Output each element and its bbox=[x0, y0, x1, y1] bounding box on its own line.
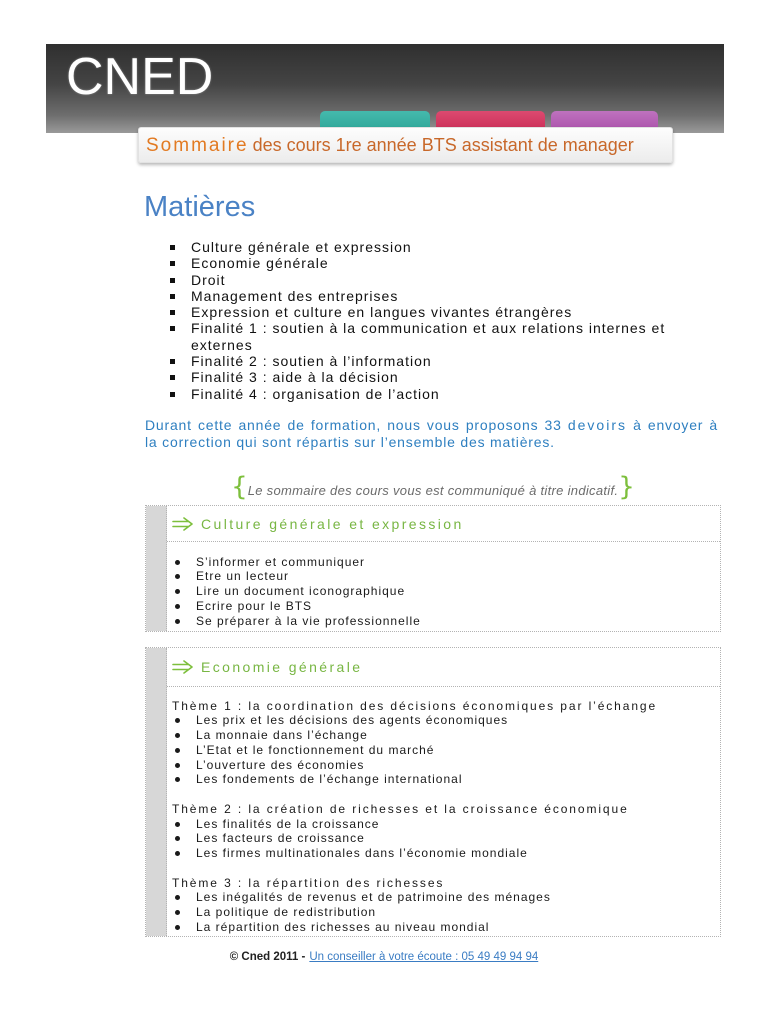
double-arrow-right-icon bbox=[172, 660, 195, 674]
subject-item: Culture générale et expression bbox=[170, 239, 691, 255]
section-header bbox=[167, 648, 720, 687]
subject-item: Finalité 2 : soutien à l’information bbox=[170, 353, 691, 369]
close-brace: } bbox=[618, 472, 635, 502]
document-title-bar bbox=[138, 127, 673, 163]
subject-item: Expression et culture en langues vivantes étrangères bbox=[170, 304, 691, 320]
topic-item: S’informer et communiquer bbox=[172, 555, 720, 570]
topic-item: Etre un lecteur bbox=[172, 569, 720, 584]
section-body bbox=[167, 542, 720, 628]
subject-item: Finalité 3 : aide à la décision bbox=[170, 369, 691, 385]
topic-item: Les facteurs de croissance bbox=[172, 831, 720, 846]
section-body bbox=[167, 687, 720, 935]
subject-item: Finalité 4 : organisation de l’action bbox=[170, 386, 691, 402]
intro-emphasis: devoirs bbox=[567, 417, 627, 433]
intro-text: Durant cette année de formation, nous vous proposons 33 bbox=[145, 417, 568, 433]
intro-line bbox=[145, 417, 718, 434]
section-title: Culture générale et expression bbox=[201, 515, 464, 532]
topic-item: Les fondements de l’échange international bbox=[172, 772, 720, 787]
section-economie-generale bbox=[145, 647, 721, 937]
topic-item: L’ouverture des économies bbox=[172, 758, 720, 773]
indicative-note bbox=[145, 472, 721, 506]
subject-item: Finalité 1 : soutien à la communication et aux relations internes et externes bbox=[170, 320, 691, 353]
intro-paragraph bbox=[145, 417, 718, 451]
intro-text: à envoyer à bbox=[627, 417, 718, 433]
topic-item: Les inégalités de revenus et de patrimoine des ménages bbox=[172, 890, 720, 905]
note-text: Le sommaire des cours vous est communiqué à titre indicatif. bbox=[247, 483, 619, 498]
topic-list bbox=[172, 713, 720, 787]
theme-group bbox=[172, 699, 720, 788]
theme-group bbox=[172, 876, 720, 935]
topic-item: Lire un document iconographique bbox=[172, 584, 720, 599]
topic-item: La monnaie dans l’échange bbox=[172, 728, 720, 743]
double-arrow-right-icon bbox=[172, 517, 195, 531]
section-culture-generale bbox=[145, 505, 721, 632]
topic-list bbox=[172, 890, 720, 934]
intro-line: la correction qui sont répartis sur l’ensemble des matières. bbox=[145, 434, 555, 450]
topic-item: Ecrire pour le BTS bbox=[172, 599, 720, 614]
topic-item: La répartition des richesses au niveau mondial bbox=[172, 920, 720, 935]
subject-list bbox=[170, 239, 691, 402]
section-header bbox=[167, 506, 720, 542]
topic-item: Se préparer à la vie professionnelle bbox=[172, 614, 720, 629]
open-brace: { bbox=[231, 472, 248, 502]
page-footer bbox=[0, 949, 768, 965]
subject-item: Droit bbox=[170, 272, 691, 288]
subject-item: Economie générale bbox=[170, 255, 691, 271]
subjects-heading: Matières bbox=[144, 191, 256, 223]
section-side-stripe bbox=[146, 648, 167, 936]
copyright-text: © Cned 2011 - bbox=[229, 951, 306, 963]
topic-item: L’Etat et le fonctionnement du marché bbox=[172, 743, 720, 758]
title-lead: Sommaire bbox=[146, 135, 249, 156]
topic-item: Les finalités de la croissance bbox=[172, 817, 720, 832]
advisor-contact-link[interactable]: Un conseiller à votre écoute : 05 49 49 94 94 bbox=[309, 951, 539, 963]
theme-group bbox=[172, 802, 720, 861]
cned-logo: CNED bbox=[66, 48, 214, 106]
section-side-stripe bbox=[146, 506, 167, 631]
theme-heading: Thème 3 : la répartition des richesses bbox=[172, 875, 445, 890]
topic-list bbox=[172, 817, 720, 861]
theme-heading: Thème 2 : la création de richesses et la croissance économique bbox=[172, 801, 629, 816]
topic-item: La politique de redistribution bbox=[172, 905, 720, 920]
topic-group bbox=[172, 555, 720, 629]
topic-list bbox=[172, 555, 720, 629]
theme-heading: Thème 1 : la coordination des décisions économiques par l’échange bbox=[172, 698, 658, 713]
topic-item: Les firmes multinationales dans l’économie mondiale bbox=[172, 846, 720, 861]
topic-item: Les prix et les décisions des agents économiques bbox=[172, 713, 720, 728]
section-title: Economie générale bbox=[201, 659, 363, 675]
subject-item: Management des entreprises bbox=[170, 288, 691, 304]
title-rest: des cours 1re année BTS assistant de manager bbox=[252, 135, 634, 155]
